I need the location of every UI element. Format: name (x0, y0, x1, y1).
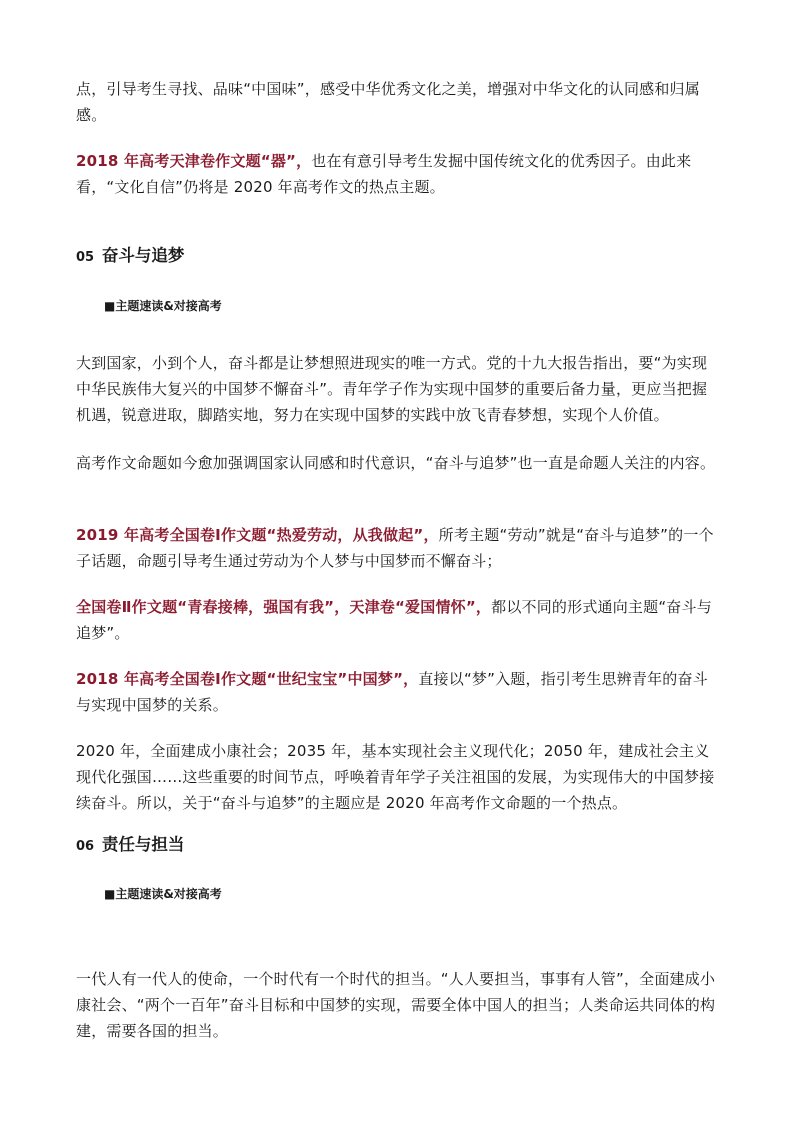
section-heading-05 (76, 243, 720, 271)
paragraph-responsibility-intro (76, 966, 720, 1044)
paragraph-text: 高考作文命题如今愈加强调国家认同感和时代意识，“奋斗与追梦”也一直是命题人关注的内容。 (76, 454, 716, 472)
paragraph-text: 大到国家，小到个人，奋斗都是让梦想照进现实的唯一方式。党的十九大报告指出，要“为实现中华民族伟大复兴的中国梦不懈奋斗”。青年学子作为实现中国梦的重要后备力量，更应当把握机遇，锐意进取，脚踏实地，努力在实现中国梦的实践中放飞青春梦想，实现个人价值。 (76, 354, 708, 424)
paragraph-national-2018 (76, 666, 720, 718)
paragraph-tianjin-2018 (76, 148, 720, 200)
paragraph-text: 所考主题“劳动”就是“奋斗与追梦”的一个子话题，命题引导考生通过劳动为个人梦与中国梦而不懈奋斗； (76, 526, 714, 570)
section-subheading-06: ■主题速读&对接高考 (104, 887, 222, 901)
section-number: 05 (76, 250, 95, 265)
paragraph-text: 直接以“梦”入题，指引考生思辨青年的奋斗与实现中国梦的关系。 (76, 670, 708, 714)
highlighted-exam-title: 2018 年高考全国卷Ⅰ作文题“世纪宝宝”中国梦”， (76, 670, 419, 688)
paragraph-text: 也在有意引导考生发掘中国传统文化的优秀因子。由此来看，“文化自信”仍将是 2020 年高考作文的热点主题。 (76, 152, 692, 196)
paragraph-text: 点，引导考生寻找、品味“中国味”，感受中华优秀文化之美，增强对中华文化的认同感和归属感。 (76, 80, 700, 124)
highlighted-exam-title: 2019 年高考全国卷Ⅰ作文题“热爱劳动，从我做起”， (76, 526, 439, 544)
section-title: 奋斗与追梦 (101, 246, 185, 265)
highlighted-exam-title: 2018 年高考天津卷作文题“器”， (76, 152, 312, 170)
paragraph-struggle-intro (76, 350, 720, 428)
section-number: 06 (76, 839, 95, 854)
section-title: 责任与担当 (101, 835, 185, 854)
paragraph-exam-trend (76, 450, 720, 476)
highlighted-exam-title: 全国卷Ⅱ作文题“青春接棒，强国有我”，天津卷“爱国情怀”， (76, 598, 492, 616)
section-subheading-05: ■主题速读&对接高考 (104, 299, 222, 313)
paragraph-national-ii (76, 594, 720, 646)
paragraph-national-2019 (76, 522, 720, 574)
paragraph-culture-end (76, 76, 720, 128)
paragraph-text: 一代人有一代人的使命，一个时代有一个时代的担当。“人人要担当，事事有人管”，全面建成小康社会、“两个一百年”奋斗目标和中国梦的实现，需要全体中国人的担当；人类命运共同体的构建，需要各国的担当。 (76, 970, 716, 1040)
paragraph-text: 都以不同的形式通向主题“奋斗与追梦”。 (76, 598, 712, 642)
paragraph-text: 2020 年，全面建成小康社会；2035 年，基本实现社会主义现代化；2050 年，建成社会主义现代化强国……这些重要的时间节点，呼唤着青年学子关注祖国的发展，为实现伟大的中国梦接续奋斗。所以，关于“奋斗与追梦”的主题应是 2020 年高考作文命题的一个热点。 (76, 742, 715, 812)
section-heading-06 (76, 832, 720, 860)
paragraph-milestones (76, 738, 720, 816)
